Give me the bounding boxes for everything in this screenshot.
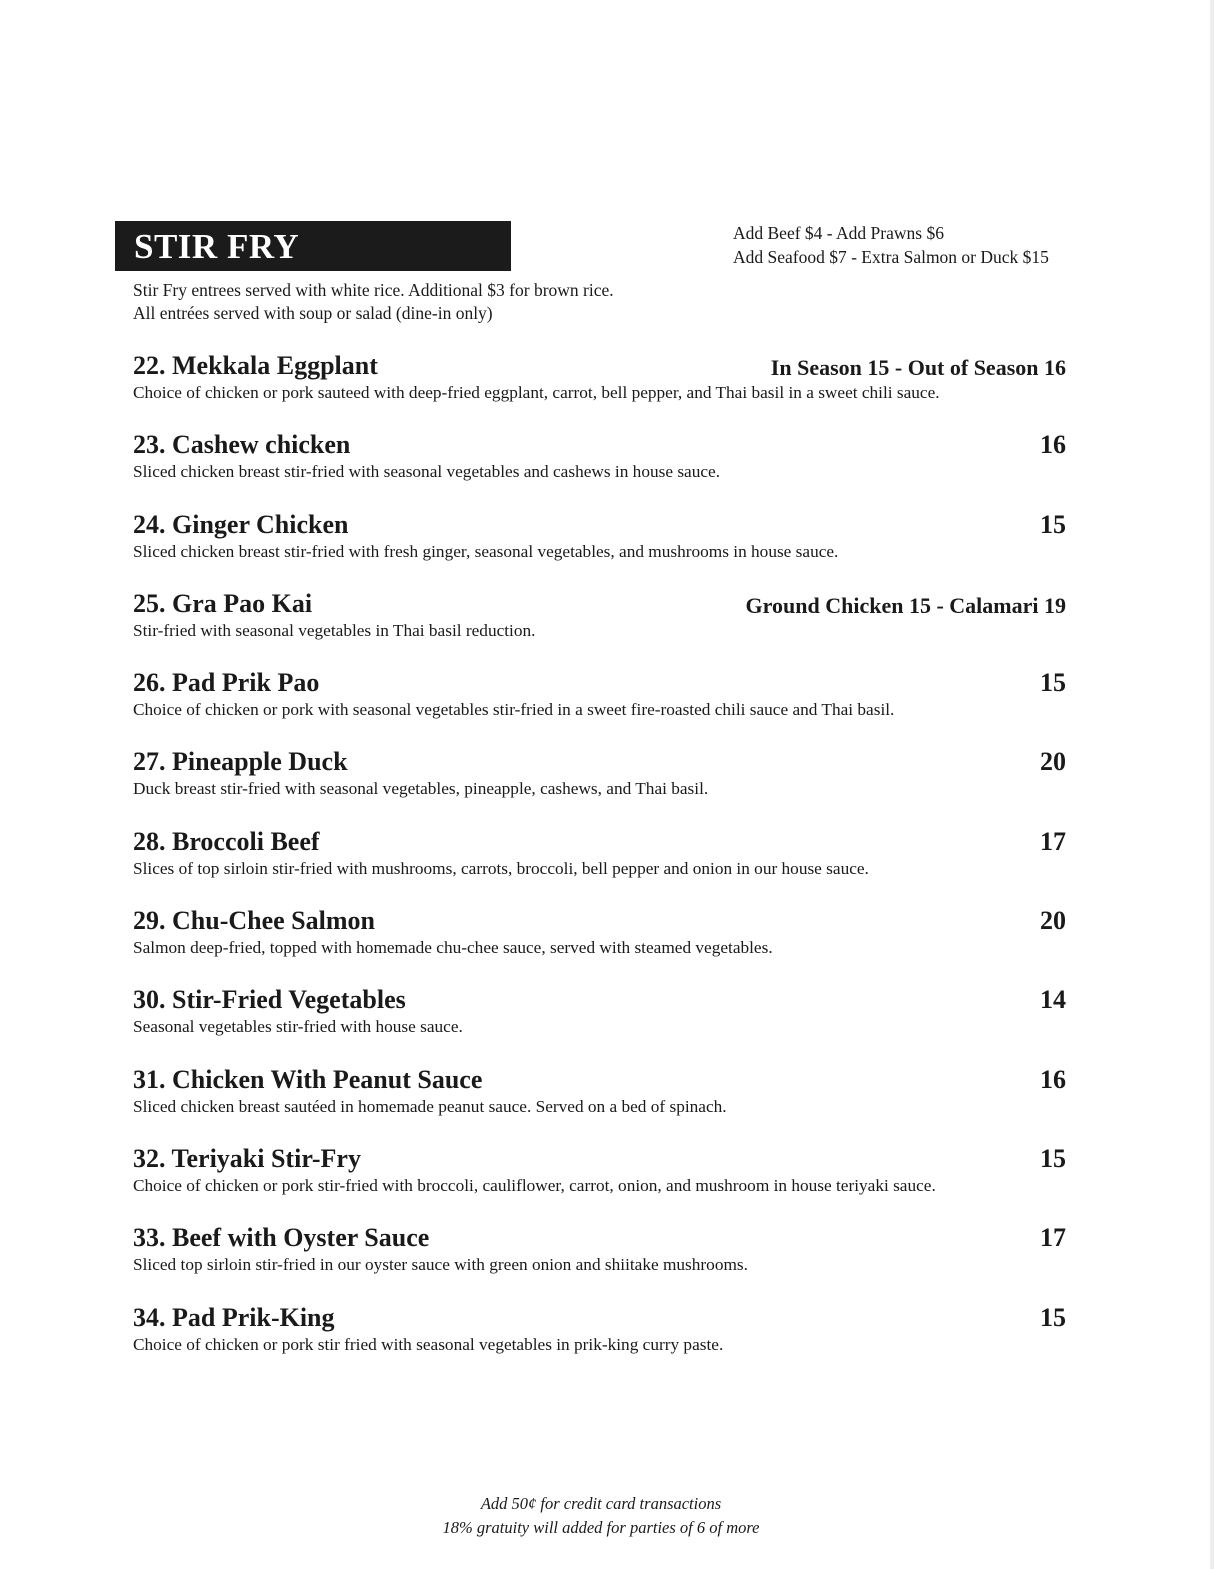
item-description: Slices of top sirloin stir-fried with mushrooms, carrots, broccoli, bell pepper and onion in our house sauce. bbox=[133, 858, 869, 878]
addons-note bbox=[733, 222, 1049, 269]
item-name: 31. Chicken With Peanut Sauce bbox=[133, 1064, 483, 1094]
section-title: STIR FRY bbox=[134, 227, 300, 266]
item-price: 20 bbox=[1040, 747, 1066, 777]
item-name: 26. Pad Prik Pao bbox=[133, 668, 320, 698]
item-description: Sliced top sirloin stir-fried in our oyster sauce with green onion and shiitake mushrooms. bbox=[133, 1255, 748, 1275]
item-description: Sliced chicken breast sautéed in homemade peanut sauce. Served on a bed of spinach. bbox=[133, 1096, 727, 1116]
addons-line: Add Beef $4 - Add Prawns $6 bbox=[733, 223, 944, 243]
item-price: 16 bbox=[1040, 430, 1066, 460]
section-intro bbox=[133, 279, 614, 325]
page-edge bbox=[1210, 0, 1214, 1569]
menu-item bbox=[133, 905, 1068, 984]
addons-line: Add Seafood $7 - Extra Salmon or Duck $15 bbox=[733, 246, 1049, 267]
menu-item bbox=[133, 1143, 1068, 1222]
footer-line: 18% gratuity will added for parties of 6 of more bbox=[442, 1518, 760, 1537]
item-name: 34. Pad Prik-King bbox=[133, 1302, 335, 1332]
menu-item bbox=[133, 667, 1068, 746]
item-description: Sliced chicken breast stir-fried with fresh ginger, seasonal vegetables, and mushrooms in house sauce. bbox=[133, 541, 839, 561]
item-description: Duck breast stir-fried with seasonal vegetables, pineapple, cashews, and Thai basil. bbox=[133, 779, 709, 799]
item-price: 14 bbox=[1040, 985, 1066, 1015]
menu-item bbox=[133, 350, 1068, 429]
menu-item bbox=[133, 984, 1068, 1063]
item-price: 15 bbox=[1040, 509, 1066, 539]
item-name: 23. Cashew chicken bbox=[133, 430, 351, 460]
item-description: Salmon deep-fried, topped with homemade chu-chee sauce, served with steamed vegetables. bbox=[133, 938, 773, 958]
menu-item bbox=[133, 1302, 1068, 1381]
item-price: Ground Chicken 15 - Calamari 19 bbox=[745, 592, 1066, 618]
item-description: Choice of chicken or pork sauteed with deep-fried eggplant, carrot, bell pepper, and Thai basil in a sweet chili sauce. bbox=[133, 383, 940, 402]
item-price: In Season 15 - Out of Season 16 bbox=[770, 355, 1066, 380]
item-name: 22. Mekkala Eggplant bbox=[133, 351, 378, 380]
intro-line: All entrées served with soup or salad (dine-in only) bbox=[133, 303, 493, 323]
item-name: 33. Beef with Oyster Sauce bbox=[133, 1223, 430, 1253]
item-name: 30. Stir-Fried Vegetables bbox=[133, 985, 406, 1015]
menu-item bbox=[133, 429, 1068, 508]
item-name: 25. Gra Pao Kai bbox=[133, 588, 313, 618]
item-name: 29. Chu-Chee Salmon bbox=[133, 906, 375, 936]
item-description: Choice of chicken or pork stir-fried with broccoli, cauliflower, carrot, onion, and mushroom in house teriyaki sauce. bbox=[133, 1175, 936, 1195]
menu-list bbox=[133, 350, 1068, 1381]
item-description: Seasonal vegetables stir-fried with house sauce. bbox=[133, 1017, 463, 1037]
item-price: 17 bbox=[1040, 1223, 1066, 1253]
item-description: Stir-fried with seasonal vegetables in Thai basil reduction. bbox=[133, 620, 536, 640]
item-price: 17 bbox=[1040, 826, 1066, 856]
menu-item bbox=[133, 1222, 1068, 1301]
item-price: 15 bbox=[1040, 668, 1066, 698]
section-banner bbox=[115, 221, 511, 271]
menu-item bbox=[133, 746, 1068, 825]
menu-item bbox=[133, 509, 1068, 588]
item-name: 32. Teriyaki Stir-Fry bbox=[133, 1143, 361, 1173]
item-price: 16 bbox=[1040, 1064, 1066, 1094]
footer-notes bbox=[0, 1492, 1202, 1540]
item-description: Sliced chicken breast stir-fried with seasonal vegetables and cashews in house sauce. bbox=[133, 462, 721, 482]
item-description: Choice of chicken or pork stir fried with seasonal vegetables in prik-king curry paste. bbox=[133, 1334, 724, 1354]
menu-item bbox=[133, 826, 1068, 905]
item-description: Choice of chicken or pork with seasonal vegetables stir-fried in a sweet fire-roasted chili sauce and Thai basil. bbox=[133, 700, 895, 720]
intro-line: Stir Fry entrees served with white rice. Additional $3 for brown rice. bbox=[133, 280, 614, 300]
item-price: 15 bbox=[1040, 1143, 1066, 1173]
item-name: 24. Ginger Chicken bbox=[133, 509, 349, 539]
item-price: 20 bbox=[1040, 906, 1066, 936]
item-name: 28. Broccoli Beef bbox=[133, 826, 320, 856]
menu-item bbox=[133, 1064, 1068, 1143]
item-price: 15 bbox=[1040, 1302, 1066, 1332]
item-name: 27. Pineapple Duck bbox=[133, 747, 348, 777]
menu-item bbox=[133, 588, 1068, 667]
footer-line: Add 50¢ for credit card transactions bbox=[480, 1494, 722, 1513]
